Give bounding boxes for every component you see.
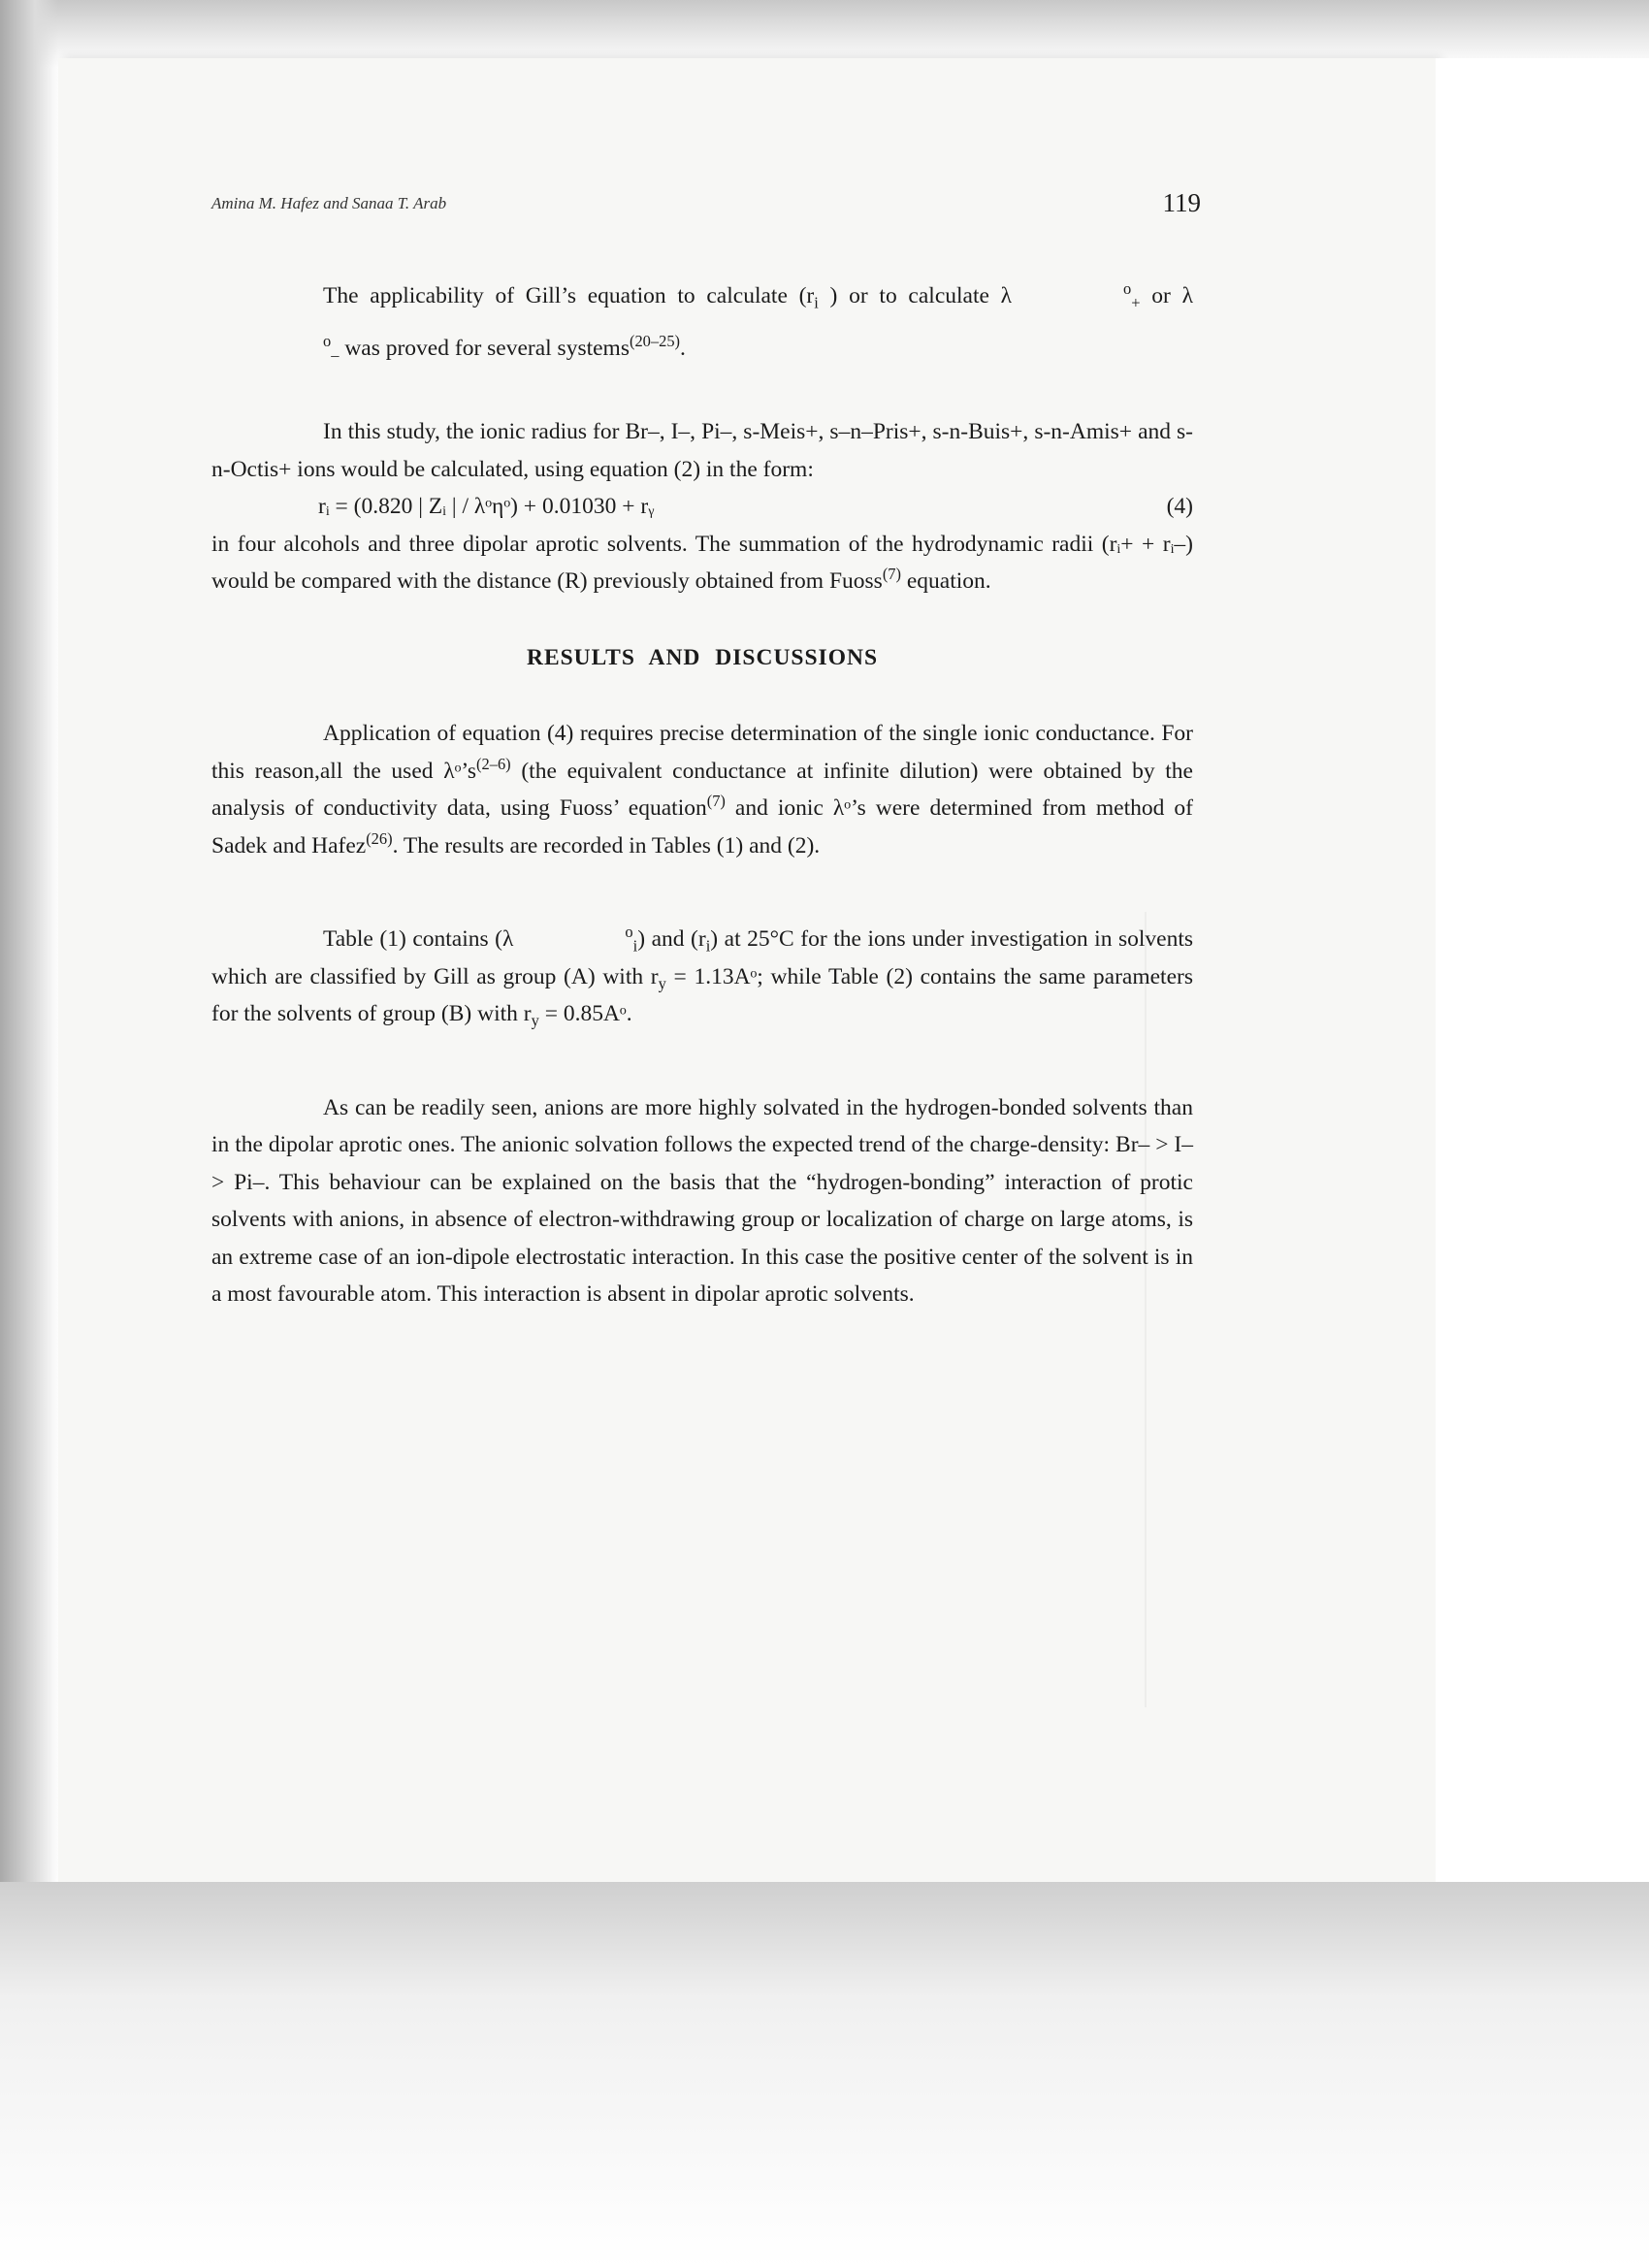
paragraph-anion-solvation: As can be readily seen, anions are more highly solvated in the hydrogen-bonded solvents than in the dipolar aprotic ones. The anionic solvation follows the expected trend of the charge-density: Br– > I– > Pi–. This behaviour can be explained on the basis that the “hydrogen-bonding” interaction of protic solvents with anions, in absence of electron-withdrawing group or localization of charge on large atoms, is an extreme case of an ion-dipole electrostatic interaction. In this case the positive center of the solvent is in a most favourable atom. This interaction is absent in dipolar aprotic solvents.: [211, 1094, 1193, 1307]
equation-4-formula: rᵢ = (0.820 | Zᵢ | / λᵒηᵒ) + 0.01030 + rᵧ: [318, 494, 655, 519]
scan-right-margin: [1436, 58, 1649, 1882]
running-header: [211, 188, 1201, 233]
paragraph-ionic-radius: In this study, the ionic radius for Br–, I–, Pi–, s-Meis+, s–n–Pris+, s-n-Buis+, s-n-Amis+ and s-n-Octis+ ions would be calculated, using equation (2) in the form:: [211, 419, 1193, 482]
page-content: [211, 270, 1193, 1313]
paragraph-gill-applicability: The applicability of Gill’s equation to calculate ($r_i$ ) or to calculate λ $^o_+$ or $\lambda^o_-$ was proved for several systems$^{(20-25)}$.: [323, 279, 1193, 365]
equation-4: [211, 488, 1193, 526]
paragraph-hydrodynamic-radii: in four alcohols and three dipolar aprotic solvents. The summation of the hydrodynamic radii (rᵢ+ + rᵢ–) would be compared with the distance (R) previously obtained from Fuoss$^{(7)}$ equation.: [211, 531, 1193, 594]
page-number: 119: [1162, 188, 1201, 217]
header-authors: Amina M. Hafez and Sanaa T. Arab: [211, 194, 447, 212]
section-heading-results: RESULTS AND DISCUSSIONS: [526, 644, 879, 670]
paragraph-tables: Table (1) contains (λ $^o_i$) and $(r_i)$ at 25°C for the ions under investigation in solvents which are classified by Gill as group (A) with $r_y$ = 1.13Aᵒ; while Table (2) contains the same parameters for the solvents of group (B) with $r_y$ = 0.85Aᵒ.: [211, 923, 1194, 1030]
equation-4-number: (4): [1166, 494, 1193, 519]
scan-bottom-area: [0, 1882, 1649, 2268]
paragraph-application: Application of equation (4) requires precise determination of the single ionic conductance. For this reason,all the used $\lambda ᵒ’s^{(2-6)}$ (the equivalent conductance at infinite dilution) were obtained by the analysis of conductivity data, using Fuoss’ equation$^{(7)}$ and ionic λᵒ’s were determined from method of Sadek and Hafez$^{(26)}$. The results are recorded in Tables (1) and (2).: [211, 721, 1193, 859]
